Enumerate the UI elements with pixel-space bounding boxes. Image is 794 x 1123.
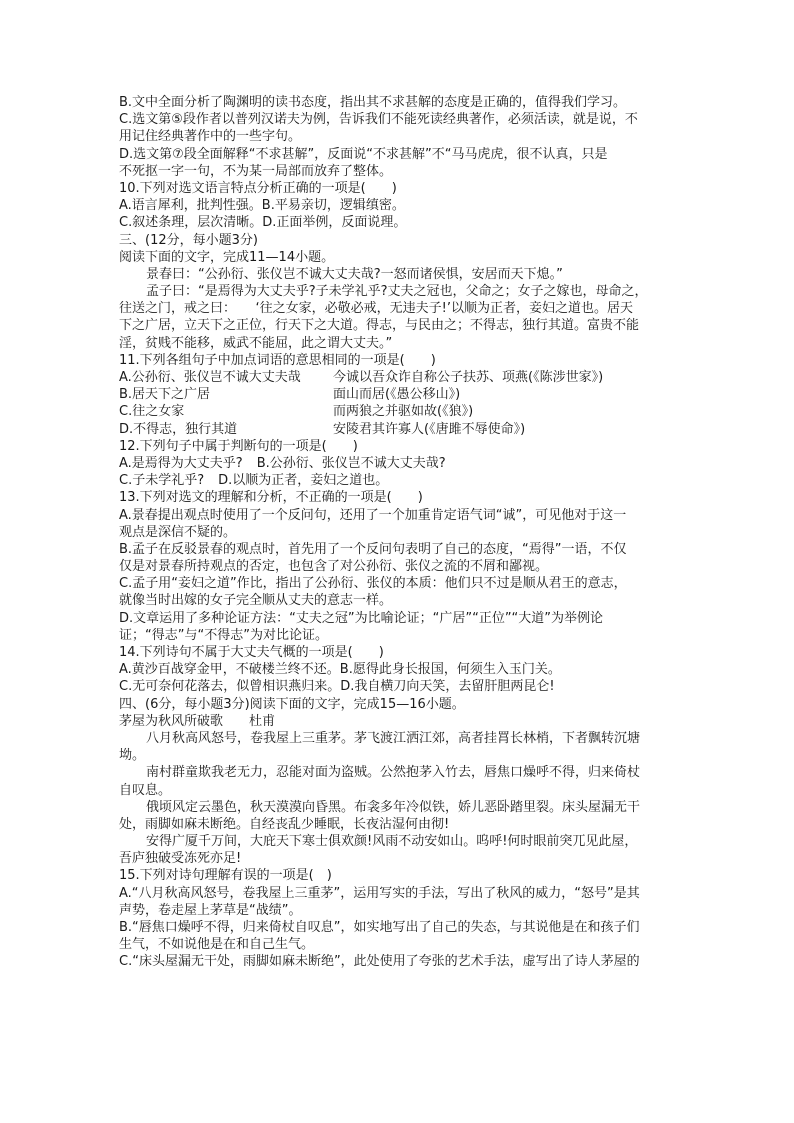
text-line: 证；“得志”与“不得志”为对比论证。 <box>119 627 328 643</box>
text-line: 11.下列各组句子中加点词语的意思相同的一项是( ) <box>119 352 436 368</box>
option-right: 而两狼之并驱如故(《狼》) <box>333 404 474 420</box>
option-row <box>119 421 679 438</box>
text-line: B.文中全面分析了陶渊明的读书态度，指出其不求甚解的态度是正确的，值得我们学习。 <box>119 95 627 110</box>
text-line: 观点是深信不疑的。 <box>119 524 237 540</box>
exam-page <box>119 94 679 971</box>
text-line: A.景春提出观点时使用了一个反问句，还用了一个加重肯定语气词“诚”，可见他对于这一 <box>119 507 627 523</box>
option-row <box>119 455 679 472</box>
text-line: 10.下列对选文语言特点分析正确的一项是( ) <box>119 180 397 196</box>
text-line: 生气，不如说他是在和自己生气。 <box>119 937 315 953</box>
text-line: 15.下列对诗句理解有误的一项是( ) <box>119 868 332 884</box>
text-line: 12.下列句子中属于判断句的一项是( ) <box>119 438 358 454</box>
text-line: 就像当时出嫁的女子完全顺从丈夫的意志一样。 <box>119 593 393 609</box>
text-line: C.叙述条理，层次清晰。D.正面举例，反面说理。 <box>119 215 407 231</box>
text-line: C.无可奈何花落去，似曾相识燕归来。D.我自横刀向天笑，去留肝胆两昆仑! <box>119 679 555 695</box>
text-line: D.选文第⑦段全面解释“不求甚解”，反面说“不求甚解”不“马马虎虎，很不认真，只是 <box>119 146 608 162</box>
text-line: 安得广厦千万间，大庇天下寒士俱欢颜!风雨不动安如山。呜呼!何时眼前突兀见此屋， <box>146 834 638 850</box>
text-line: 孟子曰：“是焉得为大丈夫乎?子未学礼乎?丈夫之冠也，父命之；女子之嫁也，母命之， <box>146 284 648 300</box>
text-line: 自叹息。 <box>119 782 172 798</box>
option-row <box>119 403 679 420</box>
text-line: A.语言犀利，批判性强。B.平易亲切，逻辑缜密。 <box>119 198 405 214</box>
text-line: C.孟子用“妾妇之道”作比，指出了公孙衍、张仪的本质：他们只不过是顺从君王的意志， <box>119 576 627 592</box>
option-right: B.公孙衍、张仪岂不诚大丈夫哉? <box>256 455 446 471</box>
text-line: 四、(6分，每小题3分)阅读下面的文字，完成15—16小题。 <box>119 696 465 712</box>
text-line: D.文章运用了多种论证方法：“丈夫之冠”为比喻论证；“广居”“正位”“大道”为举例论 <box>119 610 604 626</box>
option-row <box>119 369 679 386</box>
text-line: 茅屋为秋风所破歌 杜甫 <box>119 713 276 729</box>
text-line: 吾庐独破受冻死亦足! <box>119 851 242 867</box>
text-line: 处，雨脚如麻未断绝。自经丧乱少睡眠，长夜沾湿何由彻! <box>119 816 450 832</box>
text-line: 13.下列对选文的理解和分析，不正确的一项是( ) <box>119 490 423 506</box>
option-left: A.是焉得为大丈夫乎? <box>119 455 243 471</box>
text-line: 坳。 <box>119 748 146 764</box>
text-line: B.“唇焦口燥呼不得，归来倚杖自叹息”，如实地写出了自己的失态，与其说他是在和孩子们 <box>119 920 640 935</box>
text-line: A.“八月秋高风怒号，卷我屋上三重茅”，运用写实的手法，写出了秋风的威力，“怒号”是其 <box>119 885 640 901</box>
option-row <box>119 472 679 489</box>
option-right: 安陵君其许寡人(《唐雎不辱使命》) <box>333 421 526 437</box>
option-left: B.居天下之广居 <box>119 387 211 403</box>
text-line: A.黄沙百战穿金甲，不破楼兰终不还。B.愿得此身长报国，何须生入玉门关。 <box>119 662 561 678</box>
text-line: 下之广居，立天下之正位，行天下之大道。得志，与民由之；不得志，独行其道。富贵不能 <box>119 318 640 334</box>
option-left: A.公孙衍、张仪岂不诚大丈夫哉 <box>119 370 301 385</box>
option-left: C.子未学礼乎? <box>119 473 205 489</box>
option-right: 今诚以吾众诈自称公子扶苏、项燕(《陈涉世家》) <box>333 370 604 385</box>
text-line: B.孟子在反驳景春的观点时，首先用了一个反问句表明了自己的态度，“焉得”一语，不仅 <box>119 541 627 557</box>
text-line: 声势，卷走屋上茅草是“战绩”。 <box>119 902 302 918</box>
option-left: C.往之女家 <box>119 404 185 420</box>
text-line: 往送之门，戒之曰： ‘往之女家，必敬必戒，无违夫子!’以顺为正者，妾妇之道也。居天 <box>119 301 633 317</box>
text-line: 阅读下面的文字，完成11—14小题。 <box>119 249 335 265</box>
text-line: 俄顷风定云墨色，秋天漠漠向昏黑。布衾多年冷似铁，娇儿恶卧踏里裂。床头屋漏无干 <box>146 799 641 815</box>
text-line: 景春曰：“公孙衍、张仪岂不诚大丈夫哉?一怒而诸侯惧，安居而天下熄。” <box>146 266 563 282</box>
option-right: 面山而居(《愚公移山》) <box>333 387 461 403</box>
text-line: C.选文第⑤段作者以普列汉诺夫为例，告诉我们不能死读经典著作，必须活读，就是说，不 <box>119 112 638 128</box>
option-left: D.不得志，独行其道 <box>119 421 238 437</box>
option-right: D.以顺为正者，妾妇之道也。 <box>218 473 389 489</box>
text-line: 三、(12分，每小题3分) <box>119 232 258 248</box>
text-line: C.“床头屋漏无干处，雨脚如麻未断绝”，此处使用了夸张的艺术手法，虚写出了诗人茅屋的 <box>119 954 640 970</box>
option-row <box>119 386 679 403</box>
text-line: 不死抠一字一句，不为某一局部而放弃了整体。 <box>119 163 393 179</box>
text-line: 淫，贫贱不能移，威武不能屈，此之谓大丈夫。” <box>119 335 393 351</box>
text-line: 用记住经典著作中的一些字句。 <box>119 129 302 145</box>
text-line: 14.下列诗句不属于大丈夫气概的一项是( ) <box>119 645 384 660</box>
text-line: 仅是对景春所持观点的否定，也包含了对公孙衍、张仪之流的不屑和鄙视。 <box>119 559 549 575</box>
text-line: 八月秋高风怒号，卷我屋上三重茅。茅飞渡江洒江郊，高者挂罥长林梢，下者飘转沉塘 <box>146 730 641 746</box>
text-line: 南村群童欺我老无力，忍能对面为盗贼。公然抱茅入竹去，唇焦口燥呼不得，归来倚杖 <box>146 765 641 781</box>
